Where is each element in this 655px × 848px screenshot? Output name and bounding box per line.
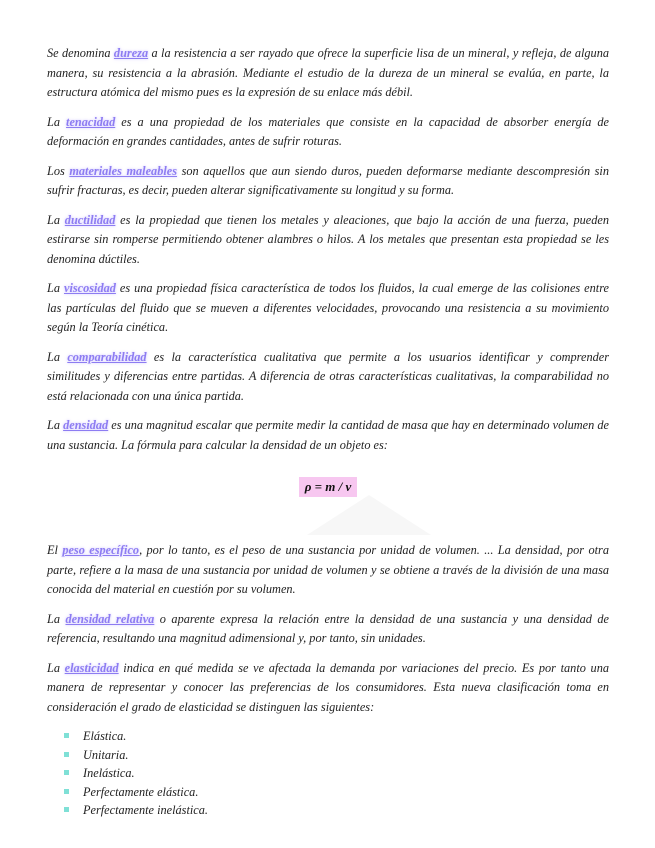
term-elasticidad: elasticidad: [64, 660, 119, 675]
paragraph-maleables: [47, 162, 609, 201]
list-item: [47, 727, 609, 746]
paragraph-text: La: [47, 281, 64, 295]
paragraph-text: indica en qué medida se ve afectada la demanda por variaciones del precio. Es por tanto una manera de representar y conocer las preferencias de los consumidores. Esta nueva clasificación toma en consideración el grado de elasticidad se distinguen las siguientes:: [47, 660, 609, 714]
term-dureza: dureza: [113, 46, 149, 60]
square-bullet-icon: [64, 752, 69, 757]
density-formula: ρ = m / v: [299, 477, 357, 497]
square-bullet-icon: [64, 807, 69, 812]
paragraph-text: La: [47, 660, 65, 675]
list-item-text: Unitaria.: [83, 747, 129, 762]
paragraph-dureza: [47, 44, 609, 103]
term-ductilidad: ductilidad: [64, 212, 116, 227]
list-item-text: Perfectamente elástica.: [83, 784, 199, 799]
list-item-text: Elástica.: [83, 729, 127, 743]
paragraph-text: son aquellos que aun siendo duros, pueden deformarse mediante descompresión sin sufrir fracturas, es decir, pueden alterar significativamente su longitud y su forma.: [47, 163, 609, 197]
paragraph-text: La: [47, 114, 67, 129]
paragraph-viscosidad: [47, 279, 609, 338]
list-item-text: Perfectamente inelástica.: [83, 803, 208, 817]
term-densidad: densidad: [63, 418, 109, 432]
paragraph-text: o aparente expresa la relación entre la densidad de una sustancia y una densidad de referencia, resultando una magnitud adimensional y, por tanto, sin unidades.: [47, 611, 610, 645]
paragraph-text: es una magnitud escalar que permite medir la cantidad de masa que hay en determinado volumen de una sustancia. La fórmula para calcular la densidad de un objeto es:: [47, 418, 609, 452]
list-item: [47, 801, 609, 820]
term-comparabilidad: comparabilidad: [67, 349, 147, 364]
paragraph-elasticidad: [47, 659, 609, 718]
square-bullet-icon: [64, 733, 69, 738]
paragraph-text: es la característica cualitativa que permite a los usuarios identificar y comprender similitudes y diferencias entre partidas. A diferencia de otras características cualitativas, la comparabilidad no está relacionada con una única partida.: [47, 349, 609, 403]
formula-area: [47, 465, 609, 535]
paragraph-text: La: [47, 212, 65, 227]
term-peso-especifico: peso específico: [62, 543, 140, 557]
paragraph-text: , por lo tanto, es el peso de una sustancia por unidad de volumen. ... La densidad, por otra parte, refiere a la masa de una sustancia por unidad de volumen y se obtiene a través de la división de una masa conocida del material en cuestión por su volumen.: [47, 543, 609, 596]
paragraph-text: es la propiedad que tienen los metales y aleaciones, que bajo la acción de una fuerza, pueden estirarse sin romperse permitiendo obtener alambres o hilos. A los metales que presentan esta propiedad se les denomina dúctiles.: [47, 212, 609, 266]
paragraph-tenacidad: [47, 113, 609, 152]
square-bullet-icon: [64, 789, 69, 794]
paragraph-text: es a una propiedad de los materiales que consiste en la capacidad de absorber energía de deformación en grandes cantidades, antes de sufrir roturas.: [47, 114, 610, 148]
paragraph-text: La: [47, 611, 66, 626]
list-item-text: Inelástica.: [83, 766, 135, 780]
decorative-shadow: [307, 495, 431, 535]
paragraph-peso-especifico: [47, 541, 609, 600]
paragraph-densidad-relativa: [47, 610, 609, 649]
paragraph-ductilidad: [47, 211, 609, 270]
document-page: [47, 44, 609, 820]
elasticity-list: [47, 727, 609, 820]
paragraph-densidad: [47, 416, 609, 455]
paragraph-comparabilidad: [47, 348, 609, 407]
paragraph-text: a la resistencia a ser rayado que ofrece la superficie lisa de un mineral, y refleja, de alguna manera, su resistencia a la abrasión. Mediante el estudio de la dureza de un mineral se evalúa, en parte, la estructura atómica del mismo pues es la expresión de su enlace más débil.: [47, 46, 609, 99]
term-densidad-relativa: densidad relativa: [65, 611, 155, 626]
paragraph-text: La: [47, 349, 68, 364]
term-viscosidad: viscosidad: [63, 281, 116, 295]
square-bullet-icon: [64, 770, 69, 775]
term-tenacidad: tenacidad: [66, 114, 116, 129]
list-item: [47, 783, 609, 802]
list-item: [47, 764, 609, 783]
list-item: [47, 746, 609, 765]
paragraph-text: La: [47, 418, 64, 432]
term-materiales-maleables: materiales maleables: [69, 163, 178, 178]
paragraph-text: El: [47, 543, 63, 557]
paragraph-text: es una propiedad física característica de todos los fluidos, la cual emerge de las colisiones entre las partículas del fluido que se mueven a diferentes velocidades, provocando una resistencia a su movimiento según la Teoría cinética.: [47, 281, 609, 334]
paragraph-text: Se denomina: [47, 46, 114, 60]
paragraph-text: Los: [47, 163, 70, 178]
